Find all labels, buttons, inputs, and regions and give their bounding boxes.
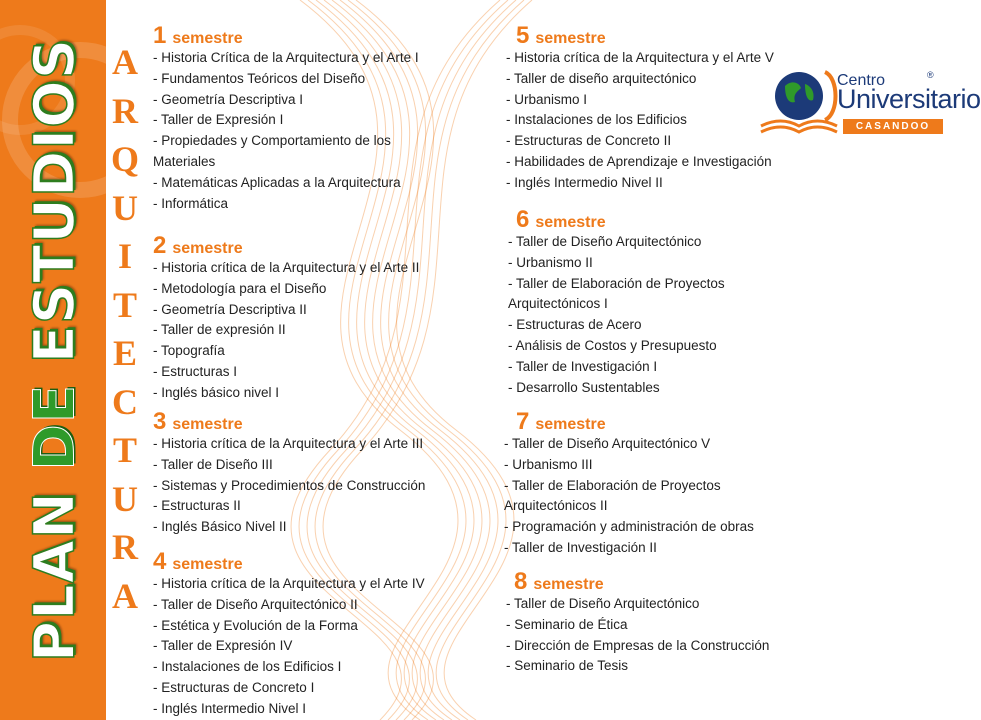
semester-1-block <box>153 24 438 214</box>
vertical-letter: I <box>117 236 132 276</box>
course-list <box>508 232 773 398</box>
course-item: - Informática <box>153 195 229 211</box>
semester-heading: 2 semestre <box>153 232 243 259</box>
course-item: - Habilidades de Aprendizaje e Investigación <box>506 153 772 169</box>
semester-heading: 4 semestre <box>153 548 243 575</box>
logo-text-casandoo: CASANDOO <box>843 119 943 134</box>
course-item: - Topografía <box>153 343 225 359</box>
course-item: - Seminario de Tesis <box>506 658 629 674</box>
course-item: - Urbanismo III <box>504 456 593 472</box>
course-item: - Urbanismo II <box>508 254 593 270</box>
course-item: - Historia crítica de la Arquitectura y el Arte III <box>153 436 424 451</box>
semester-heading: 7 semestre <box>516 408 606 435</box>
course-item: - Inglés Intermedio Nivel II <box>506 174 663 190</box>
course-item: - Dirección de Empresas de la Construcción <box>506 637 770 653</box>
vertical-letter: T <box>112 284 137 325</box>
vertical-letter: R <box>112 90 138 131</box>
vertical-letter: T <box>112 430 137 470</box>
course-item: - Análisis de Costos y Presupuesto <box>508 337 717 353</box>
course-item: - Estructuras II <box>153 498 241 514</box>
course-item: - Estructuras de Concreto II <box>506 133 672 149</box>
course-item: - Historia crítica de la Arquitectura y el Arte V <box>506 50 774 65</box>
vertical-letter: E <box>112 333 137 373</box>
course-item: - Estructuras I <box>153 363 238 379</box>
semester-heading: 1 semestre <box>153 22 243 49</box>
centro-universitario-logo <box>755 64 981 140</box>
course-list <box>506 594 769 677</box>
course-list <box>153 574 425 720</box>
course-item: - Taller de expresión II <box>153 322 286 338</box>
course-item: - Geometría Descriptiva I <box>153 91 304 107</box>
semester-heading: 8 semestre <box>514 568 604 595</box>
course-item: - Historia Crítica de la Arquitectura y el Arte I <box>153 50 419 65</box>
logo-text-universitario: Universitario <box>837 84 981 114</box>
course-item: - Historia crítica de la Arquitectura y el Arte IV <box>153 576 425 591</box>
semester-6-block <box>508 208 773 398</box>
course-item: - Estructuras de Concreto I <box>153 679 315 695</box>
course-item: - Instalaciones de los Edificios I <box>153 659 342 675</box>
vertical-letter: Q <box>110 139 139 179</box>
course-item: - Historia crítica de la Arquitectura y el Arte II <box>153 260 420 275</box>
semester-5-block <box>506 24 774 194</box>
vertical-letter: C <box>112 381 138 422</box>
course-item: - Programación y administración de obras <box>504 519 754 535</box>
registered-mark: ® <box>927 70 934 80</box>
semester-heading: 6 semestre <box>516 206 606 233</box>
plan-de-estudios-title: PLAN DE ESTUDIOS <box>22 37 88 663</box>
course-item: - Taller de Expresión I <box>153 112 284 128</box>
course-item: - Urbanismo I <box>506 91 588 107</box>
course-item: - Inglés básico nivel I <box>153 384 280 400</box>
logo-text-centro: Centro <box>837 72 886 89</box>
semester-3-block <box>153 410 425 538</box>
vertical-letter: A <box>112 575 138 616</box>
course-item: - Taller de Diseño Arquitectónico <box>506 596 700 611</box>
vertical-letter: A <box>112 42 138 82</box>
semester-heading: 3 semestre <box>153 408 243 435</box>
course-item: - Taller de Diseño Arquitectónico II <box>153 596 358 612</box>
globe-book-icon <box>755 64 839 140</box>
vertical-letter: U <box>112 187 138 228</box>
semester-2-block <box>153 234 419 404</box>
course-list <box>153 48 438 214</box>
course-item: - Taller de Investigación I <box>508 358 658 374</box>
vertical-word-arquitectura <box>108 38 142 620</box>
course-list <box>153 258 419 404</box>
vertical-letter: U <box>112 478 138 519</box>
course-item: - Fundamentos Teóricos del Diseño <box>153 70 366 86</box>
course-item: - Taller de Expresión IV <box>153 638 293 654</box>
course-item: - Estética y Evolución de la Forma <box>153 617 358 633</box>
course-item: - Metodología para el Diseño <box>153 280 327 296</box>
semester-4-block <box>153 550 425 720</box>
course-item: - Desarrollo Sustentables <box>508 379 660 395</box>
course-item: - Matemáticas Aplicadas a la Arquitectura <box>153 174 401 190</box>
course-item: - Sistemas y Procedimientos de Construcción <box>153 477 426 493</box>
course-item: - Taller de Diseño Arquitectónico V <box>504 436 711 451</box>
course-item: - Inglés Básico Nivel II <box>153 519 287 535</box>
course-item: - Taller de Diseño III <box>153 456 273 472</box>
course-item: - Propiedades y Comportamiento de los Materiales <box>153 133 391 169</box>
course-list <box>153 434 425 538</box>
course-item: - Estructuras de Acero <box>508 317 642 333</box>
course-item: - Seminario de Ética <box>506 616 628 632</box>
course-item: - Inglés Intermedio Nivel I <box>153 700 307 716</box>
course-item: - Instalaciones de los Edificios <box>506 112 687 128</box>
vertical-letter: R <box>112 527 138 567</box>
semester-8-block <box>506 570 769 677</box>
course-item: - Taller de Investigación II <box>504 539 657 555</box>
sidebar-panel <box>0 0 106 720</box>
course-list <box>504 434 769 559</box>
course-list <box>506 48 774 194</box>
course-item: - Taller de diseño arquitectónico <box>506 70 697 86</box>
course-item: - Taller de Diseño Arquitectónico <box>508 234 702 249</box>
semester-7-block <box>504 410 769 559</box>
semester-heading: 5 semestre <box>516 22 606 49</box>
course-item: - Taller de Elaboración de Proyectos Arquitectónicos I <box>508 275 725 312</box>
course-item: - Taller de Elaboración de Proyectos Arquitectónicos II <box>504 477 721 514</box>
course-item: - Geometría Descriptiva II <box>153 301 307 317</box>
